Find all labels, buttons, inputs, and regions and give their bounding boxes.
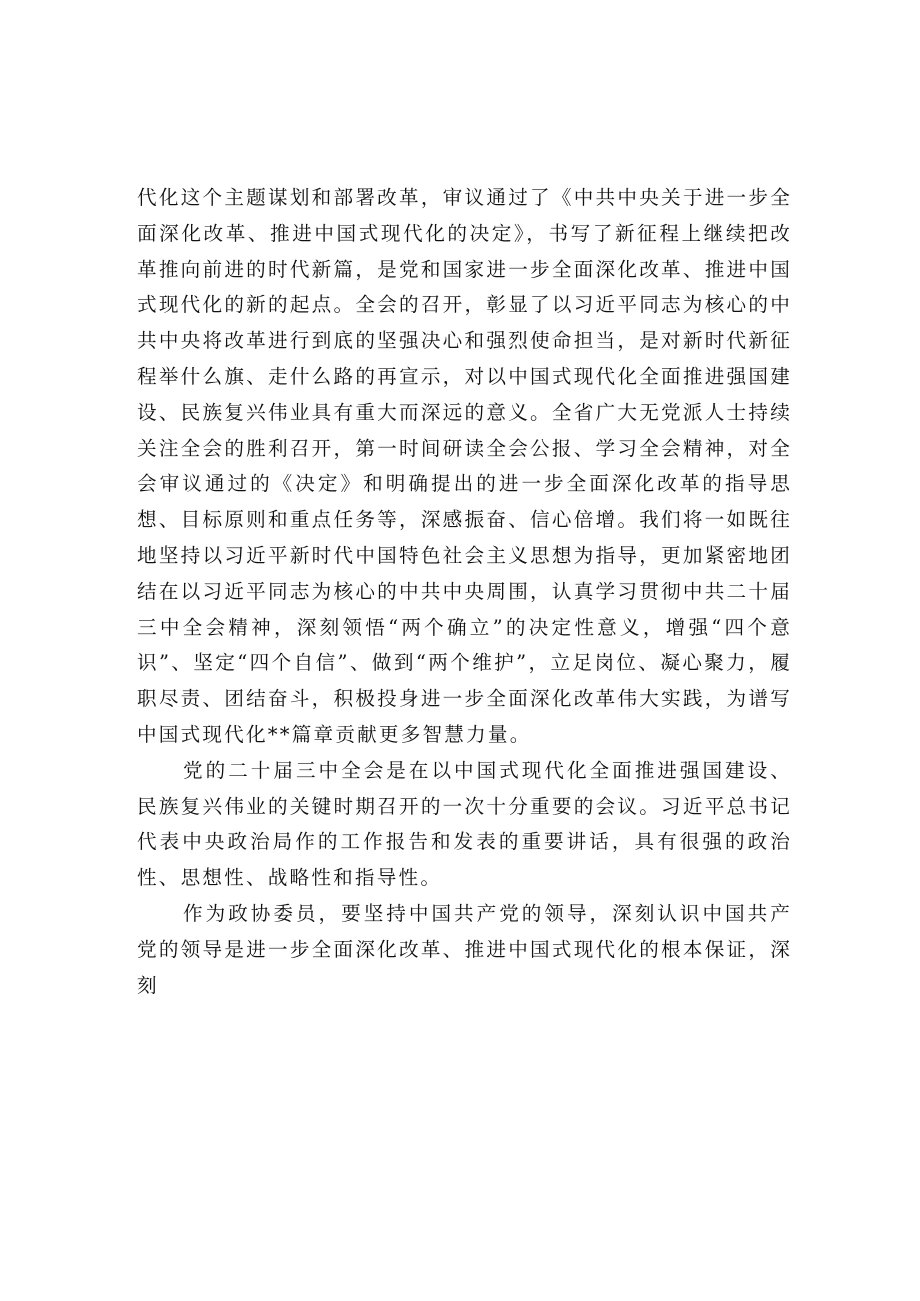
paragraph-1: 代化这个主题谋划和部署改革，审议通过了《中共中央关于进一步全面深化改革、推进中国式现代化的决定》，书写了新征程上继续把改革推向前进的时代新篇，是党和国家进一步全面深化改革、推进中国式现代化的新的起点。全会的召开，彰显了以习近平同志为核心的中共中央将改革进行到底的坚强决心和强烈使命担当，是对新时代新征程举什么旗、走什么路的再宣示，对以中国式现代化全面推进强国建设、民族复兴伟业具有重大而深远的意义。全省广大无党派人士持续关注全会的胜利召开，第一时间研读全会公报、学习全会精神，对全会审议通过的《决定》和明确提出的进一步全面深化改革的指导思想、目标原则和重点任务等，深感振奋、信心倍增。我们将一如既往地坚持以习近平新时代中国特色社会主义思想为指导，更加紧密地团结在以习近平同志为核心的中共中央周围，认真学习贯彻中共二十届三中全会精神，深刻领悟“两个确立”的决定性意义，增强“四个意识”、坚定“四个自信”、做到“两个维护”，立足岗位、凝心聚力，履职尽责、团结奋斗，积极投身进一步全面深化改革伟大实践，为谱写中国式现代化**篇章贡献更多智慧力量。: [137, 186, 792, 746]
paragraph-2: 党的二十届三中全会是在以中国式现代化全面推进强国建设、民族复兴伟业的关键时期召开的一次十分重要的会议。习近平总书记代表中央政治局作的工作报告和发表的重要讲话，具有很强的政治性、思想性、战略性和指导性。: [137, 758, 792, 890]
paragraph-3: 作为政协委员，要坚持中国共产党的领导，深刻认识中国共产党的领导是进一步全面深化改革、推进中国式现代化的根本保证，深刻: [137, 901, 792, 997]
document-body: [137, 180, 792, 1003]
